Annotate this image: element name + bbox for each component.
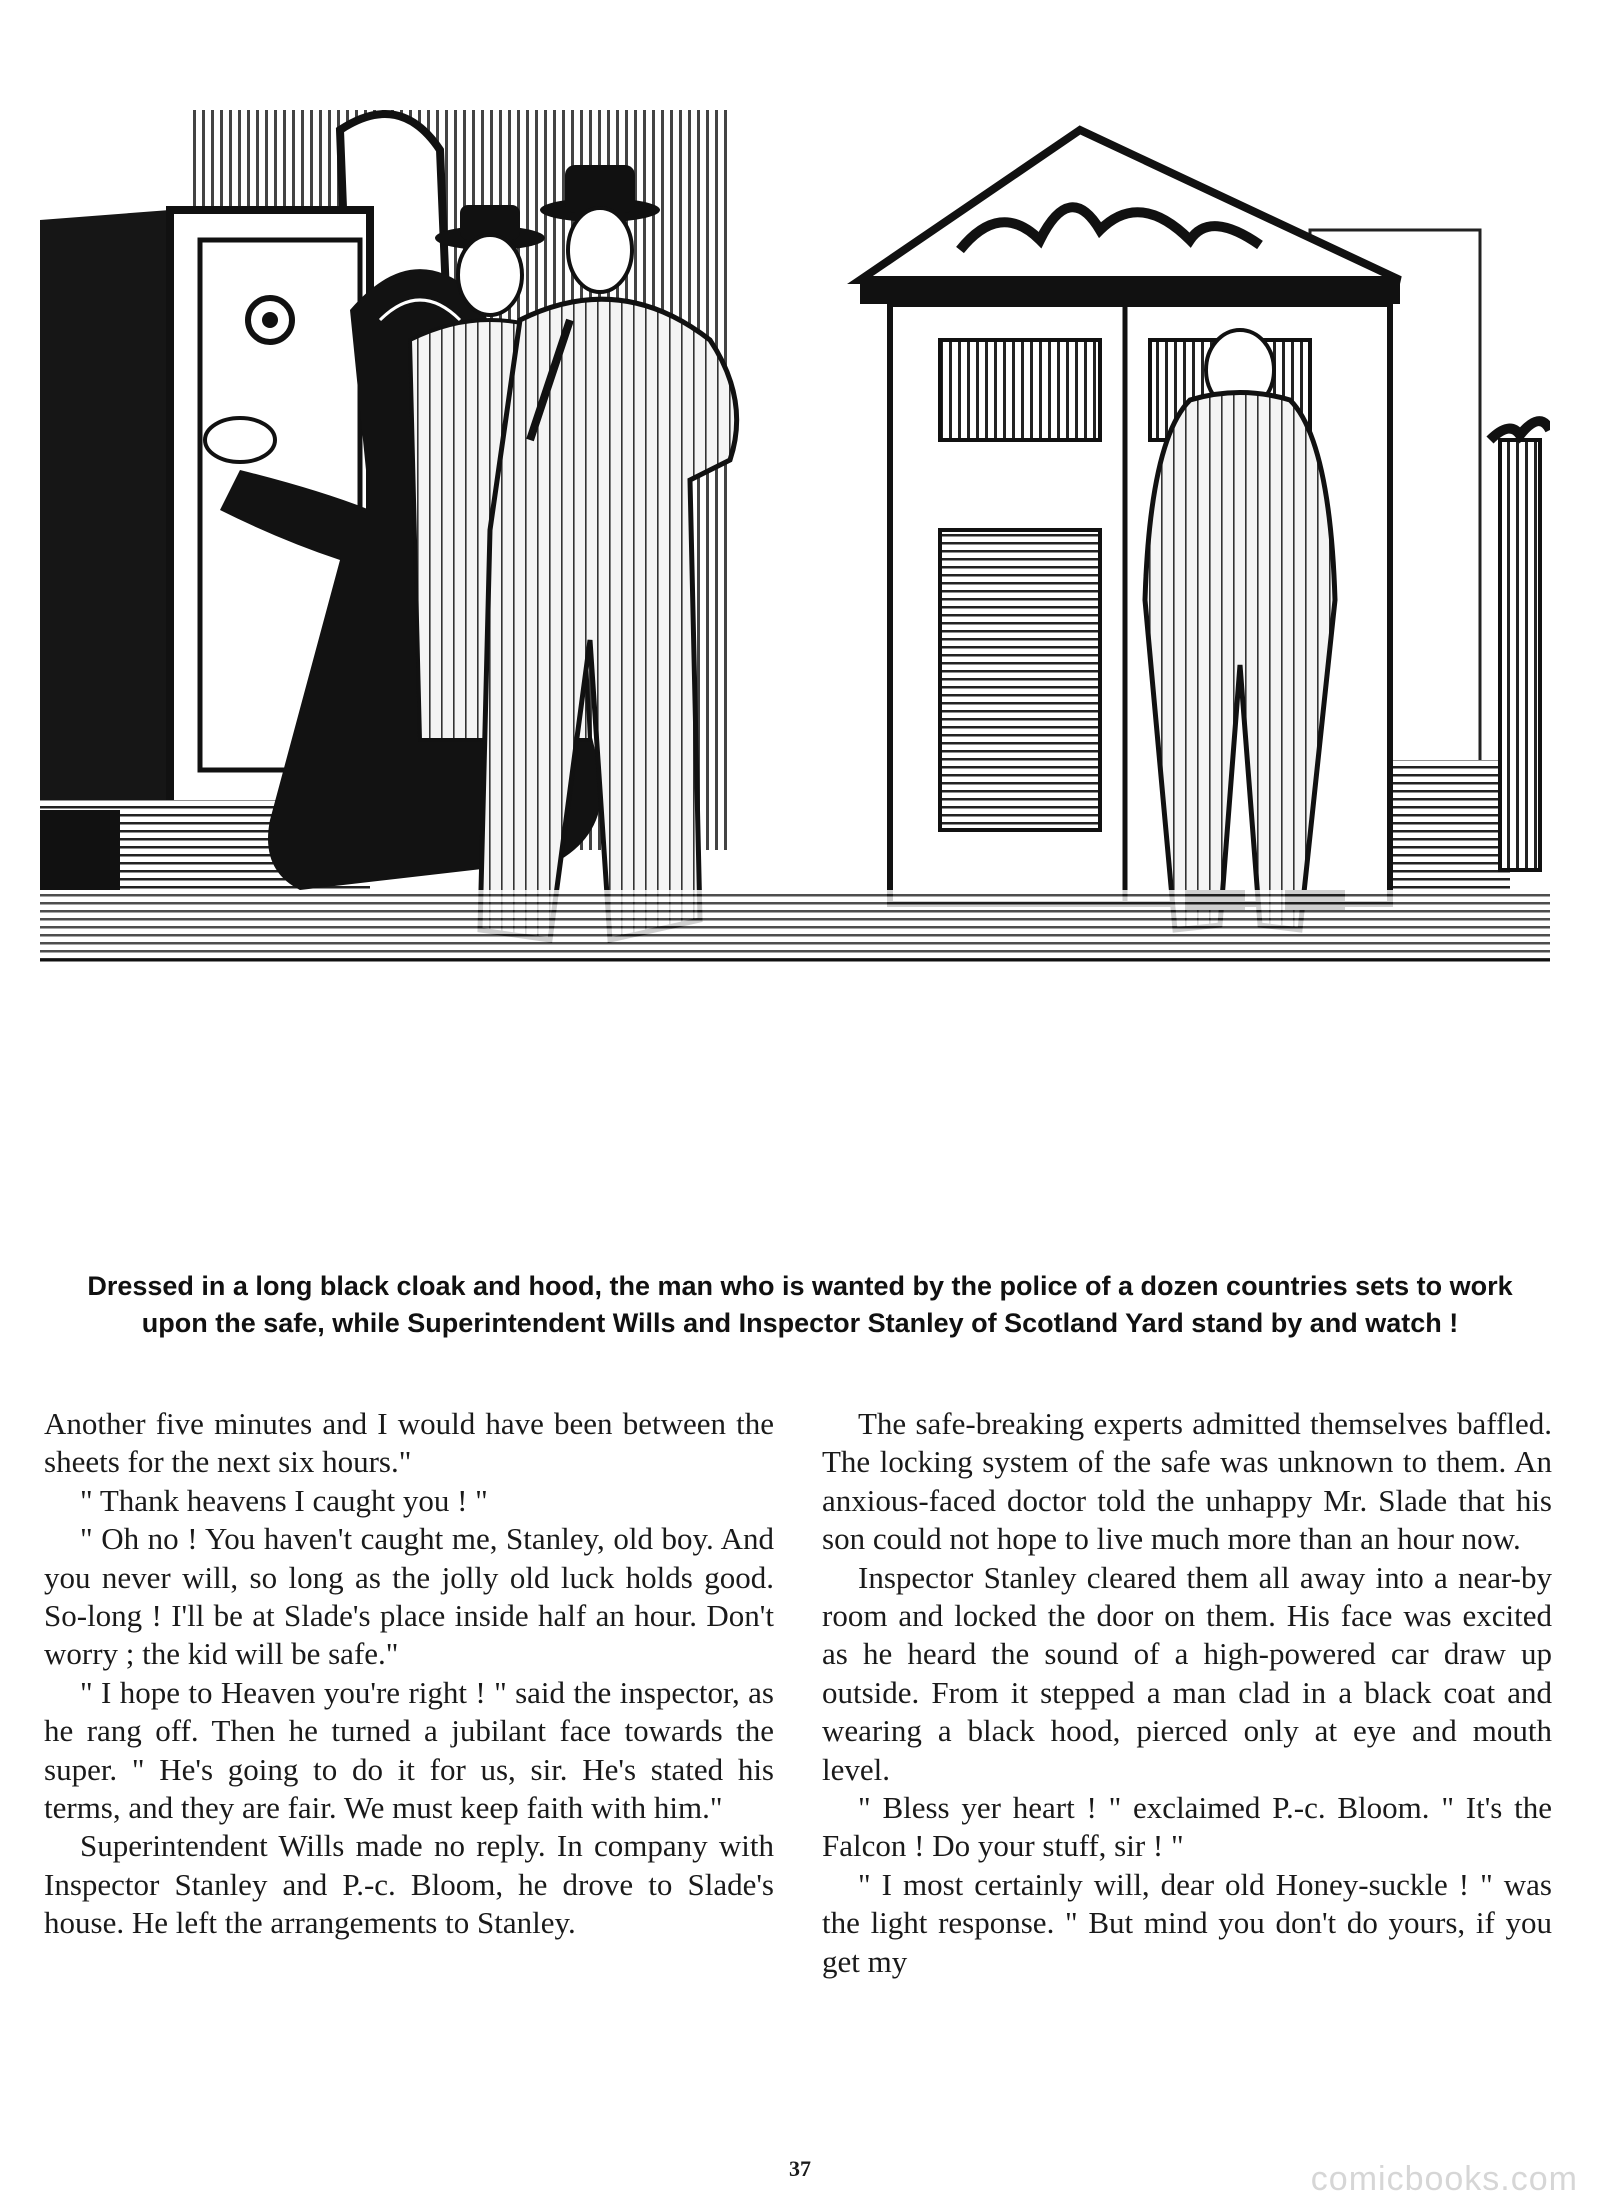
article-body [44, 1405, 1552, 2125]
illustration-drawing [40, 110, 1550, 1250]
paragraph: " Bless yer heart ! " exclaimed P.-c. Bloom. " It's the Falcon ! Do your stuff, sir ! " [822, 1790, 1552, 1864]
paragraph: " Oh no ! You haven't caught me, Stanley, old boy. And you never will, so long as the jolly old luck holds good. So-long ! I'll be at Slade's place inside half an hour. Don't worry ; the kid will be safe." [44, 1521, 774, 1672]
paragraph: The safe-breaking experts admitted themselves baffled. The locking system of the safe was unknown to them. An anxious-faced doctor told the unhappy Mr. Slade that his son could not hope to live much more than an hour now. [822, 1406, 1552, 1557]
paragraph: Superintendent Wills made no reply. In company with Inspector Stanley and P.-c. Bloom, he drove to Slade's house. He left the arrangements to Stanley. [44, 1828, 774, 1941]
page-number: 37 [789, 2156, 811, 2181]
wainscot-right [1390, 760, 1510, 890]
paragraph: Another five minutes and I would have been between the sheets for the next six hours." [44, 1406, 774, 1480]
watermark: comicbooks.com [1310, 2160, 1578, 2198]
left-column [44, 1405, 774, 2125]
chair [1490, 421, 1550, 870]
paragraph: " I hope to Heaven you're right ! " said the inspector, as he rang off. Then he turned a jubilant face towards the super. " He's going to do it for us, sir. He's stated his terms, and they are fair. We must keep faith with him." [44, 1674, 774, 1826]
paragraph: " I most certainly will, dear old Honey-suckle ! " was the light response. " But mind you don't do yours, if you get my [822, 1866, 1552, 1979]
paragraph: Inspector Stanley cleared them all away into a near-by room and locked the door on them. His face was excited as he heard the sound of a high-powered car draw up outside. From it stepped a man clad in a black coat and wearing a black hood, pierced only at eye and mouth level. [822, 1559, 1552, 1787]
paragraph: " Thank heavens I caught you ! " [80, 1482, 488, 1518]
right-column [822, 1405, 1552, 2125]
illustration [40, 110, 1550, 1250]
illustration-caption: Dressed in a long black cloak and hood, the man who is wanted by the police of a dozen countries sets to work upon the safe, while Superintendent Wills and Inspector Stanley of Scotland Yard stand by and watch ! [87, 1271, 1513, 1338]
floor [40, 890, 1550, 960]
